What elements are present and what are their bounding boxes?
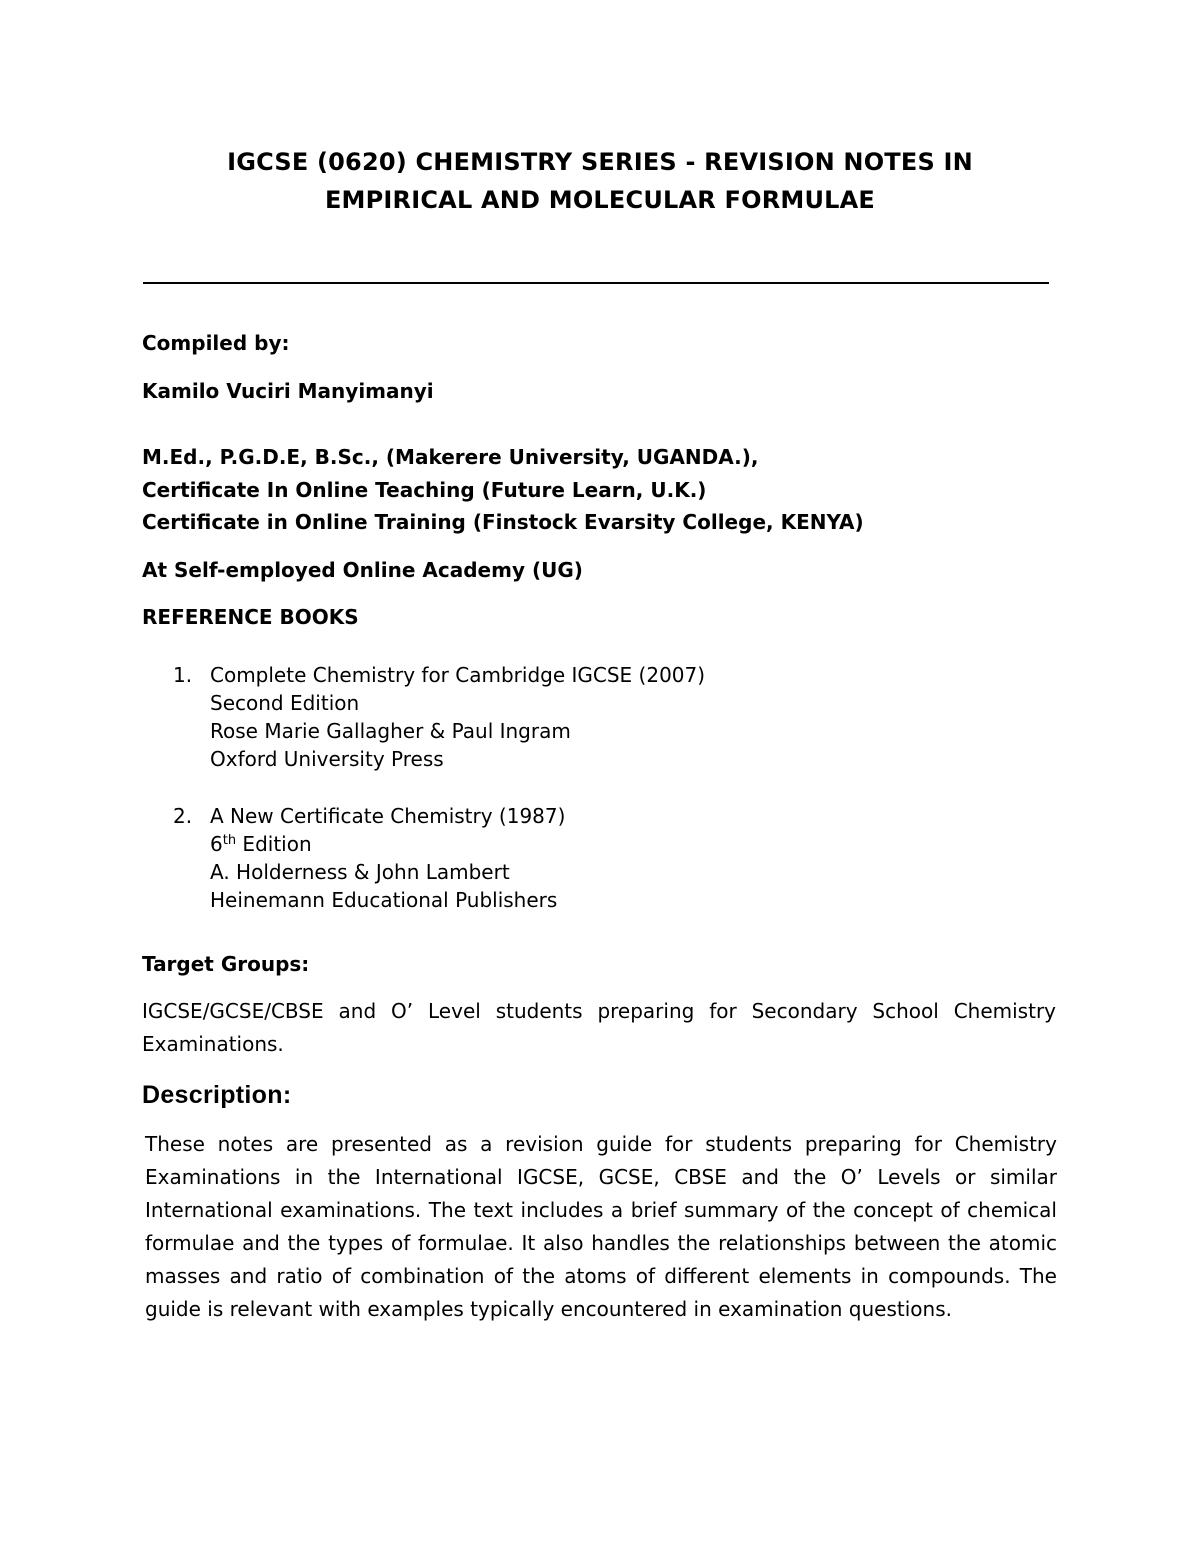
reference-books-heading: REFERENCE BOOKS: [142, 605, 359, 629]
edition-suffix: th: [222, 833, 237, 848]
book-authors: A. Holderness & John Lambert: [210, 860, 510, 884]
book-edition: [210, 830, 565, 858]
compiled-by-label: Compiled by:: [142, 331, 290, 355]
affiliation: At Self-employed Online Academy (UG): [142, 558, 583, 582]
book-publisher: Oxford University Press: [210, 747, 444, 771]
reference-book-1: [173, 661, 705, 773]
credential-degrees: M.Ed., P.G.D.E, B.Sc., (Makerere University, UGANDA.),: [142, 445, 759, 469]
title-line-1: IGCSE (0620) CHEMISTRY SERIES - REVISION NOTES IN: [227, 148, 973, 176]
list-number: 1.: [173, 663, 193, 687]
target-groups-text: IGCSE/GCSE/CBSE and O’ Level students preparing for Secondary School Chemistry Examinations.: [142, 999, 1056, 1056]
book-title: Complete Chemistry for Cambridge IGCSE (2007): [210, 663, 706, 687]
reference-book-2: [173, 802, 565, 914]
title-line-2: EMPIRICAL AND MOLECULAR FORMULAE: [324, 186, 876, 214]
description-heading: Description:: [142, 1081, 292, 1109]
list-number: 2.: [173, 804, 193, 828]
book-title: A New Certificate Chemistry (1987): [210, 804, 566, 828]
target-groups-heading: Target Groups:: [142, 952, 310, 976]
document-title: [100, 143, 1100, 219]
credential-online-training: Certificate in Online Training (Finstock Evarsity College, KENYA): [142, 510, 864, 534]
credential-online-teaching: Certificate In Online Teaching (Future Learn, U.K.): [142, 478, 707, 502]
description-text: These notes are presented as a revision guide for students preparing for Chemistry Examinations in the International IGCSE, GCSE, CBSE and the O’ Levels or similar International examinations. The text includes a brief summary of the concept of chemical formulae and the types of formulae. It also handles the relationships between the atomic masses and ratio of combination of the atoms of different elements in compounds. The guide is relevant with examples typically encountered in examination questions.: [145, 1132, 1057, 1321]
book-edition: Second Edition: [210, 691, 360, 715]
edition-word: Edition: [236, 832, 312, 856]
horizontal-rule: [143, 282, 1049, 284]
author-name: Kamilo Vuciri Manyimanyi: [142, 379, 434, 403]
book-authors: Rose Marie Gallagher & Paul Ingram: [210, 719, 571, 743]
book-publisher: Heinemann Educational Publishers: [210, 888, 558, 912]
edition-number: 6: [210, 832, 223, 856]
